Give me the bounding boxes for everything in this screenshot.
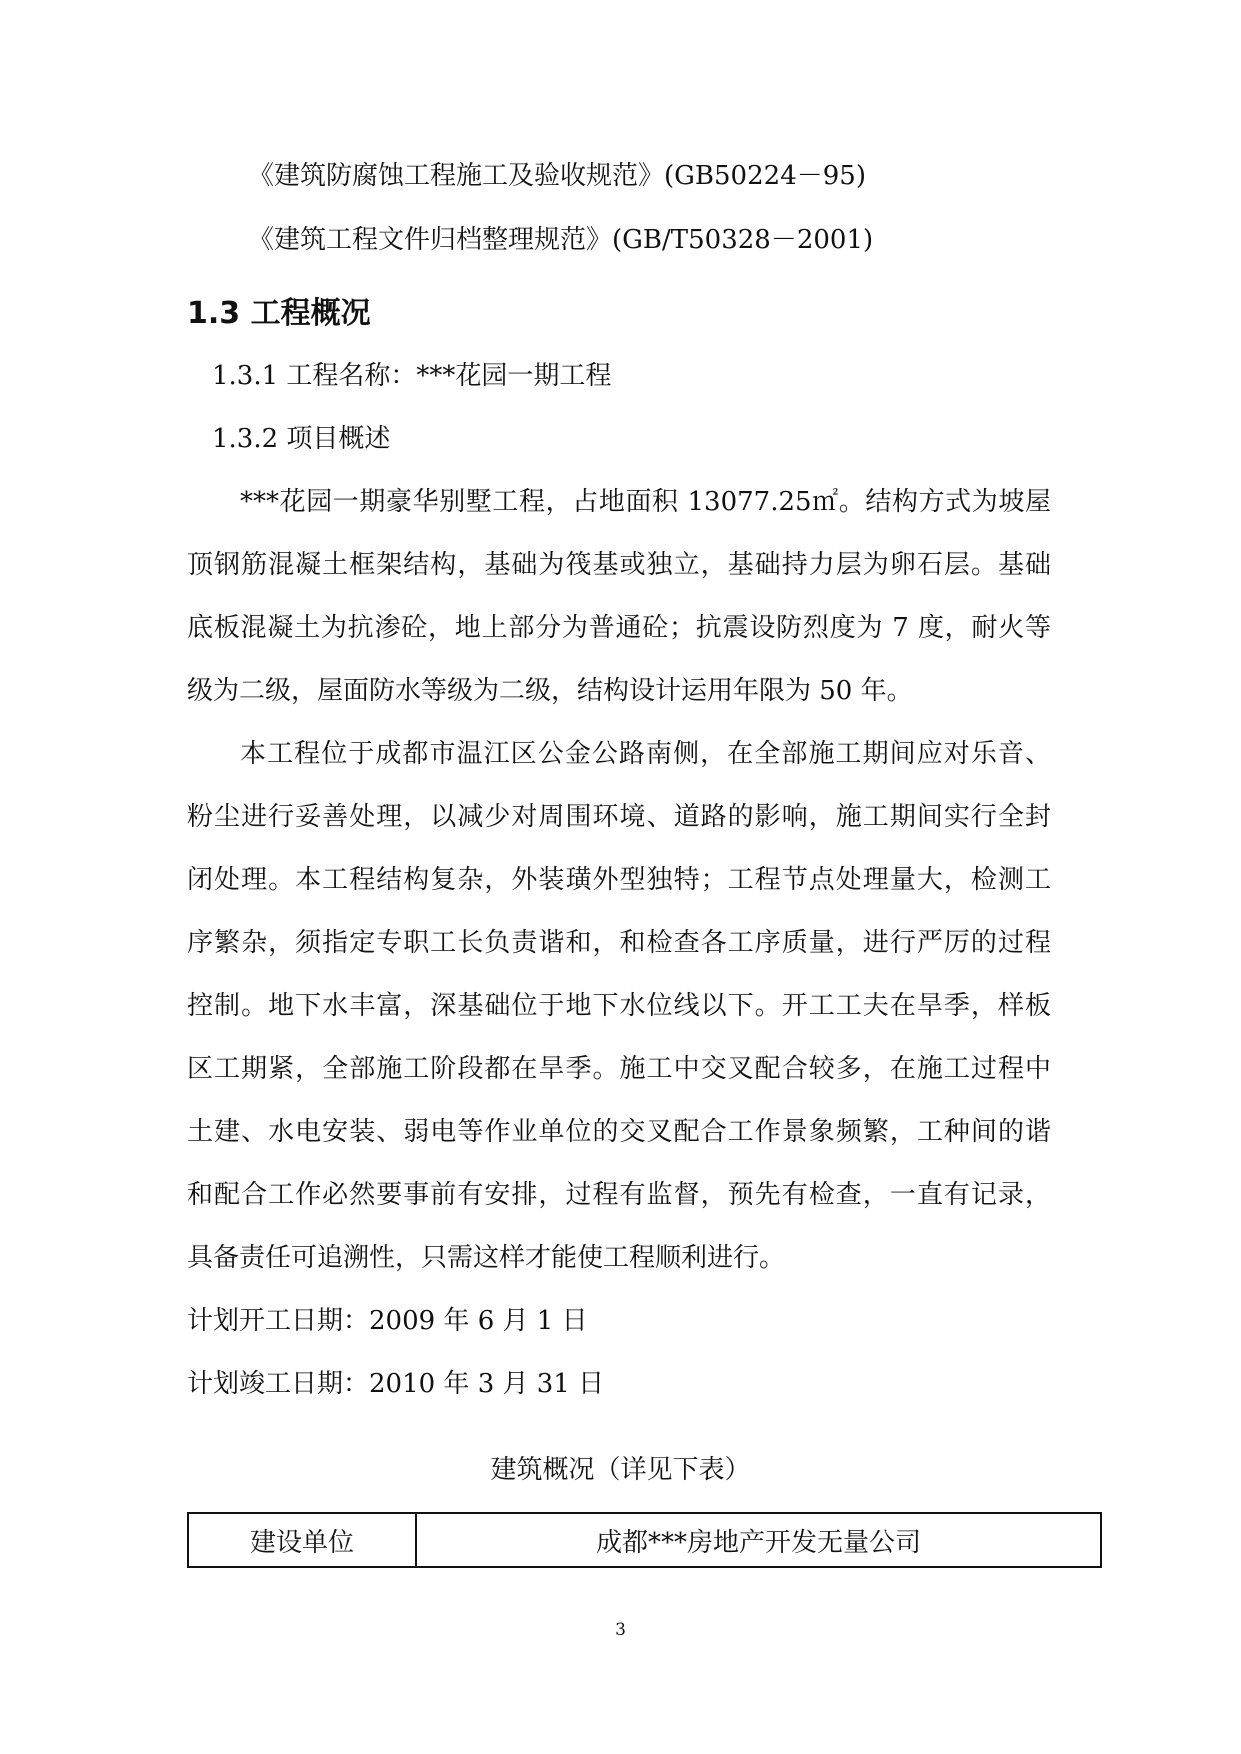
page-number: 3 <box>615 1620 626 1640</box>
table-row <box>188 1513 1101 1567</box>
planned-end-date: 计划竣工日期：2010 年 3 月 31 日 <box>187 1369 605 1399</box>
planned-start-date: 计划开工日期：2009 年 6 月 1 日 <box>187 1306 588 1336</box>
paragraph-line: 本工程位于成都市温江区公金公路南侧，在全部施工期间应对乐音、 <box>240 739 1051 769</box>
paragraph-line: 序繁杂，须指定专职工长负责谐和，和检查各工序质量，进行严厉的过程 <box>187 928 1051 958</box>
paragraph-line: ***花园一期豪华别墅工程，占地面积 13077.25㎡。结构方式为坡屋 <box>240 487 1051 517</box>
paragraph-line: 具备责任可追溯性，只需这样才能使工程顺利进行。 <box>187 1243 786 1273</box>
reference-line: 《建筑防腐蚀工程施工及验收规范》(GB50224－95) <box>248 161 866 191</box>
paragraph-line: 闭处理。本工程结构复杂，外装璜外型独特；工程节点处理量大，检测工 <box>187 865 1051 895</box>
paragraph-line: 顶钢筋混凝土框架结构，基础为筏基或独立，基础持力层为卵石层。基础 <box>187 550 1051 580</box>
project-name-item: 1.3.1 工程名称：***花园一期工程 <box>212 361 612 391</box>
paragraph-line: 级为二级，屋面防水等级为二级，结构设计运用年限为 50 年。 <box>187 676 913 706</box>
paragraph-line: 控制。地下水丰富，深基础位于地下水位线以下。开工工夫在旱季，样板 <box>187 991 1051 1021</box>
reference-line: 《建筑工程文件归档整理规范》(GB/T50328－2001) <box>248 225 874 255</box>
section-heading: 1.3 工程概况 <box>187 296 371 331</box>
paragraph-line: 粉尘进行妥善处理，以减少对周围环境、道路的影响，施工期间实行全封 <box>187 802 1051 832</box>
table-caption: 建筑概况（详见下表） <box>490 1455 751 1485</box>
table-cell-value: 成都***房地产开发无量公司 <box>416 1513 1101 1567</box>
paragraph-line: 区工期紧，全部施工阶段都在旱季。施工中交叉配合较多，在施工过程中 <box>187 1054 1051 1084</box>
paragraph-line: 底板混凝土为抗渗砼，地上部分为普通砼；抗震设防烈度为 7 度，耐火等 <box>187 613 1051 643</box>
table-cell-label: 建设单位 <box>188 1513 416 1567</box>
project-overview-item: 1.3.2 项目概述 <box>212 424 391 454</box>
building-overview-table <box>187 1512 1102 1568</box>
paragraph-line: 土建、水电安装、弱电等作业单位的交叉配合工作景象频繁，工种间的谐 <box>187 1117 1051 1147</box>
paragraph-line: 和配合工作必然要事前有安排，过程有监督，预先有检查，一直有记录， <box>187 1180 1051 1210</box>
